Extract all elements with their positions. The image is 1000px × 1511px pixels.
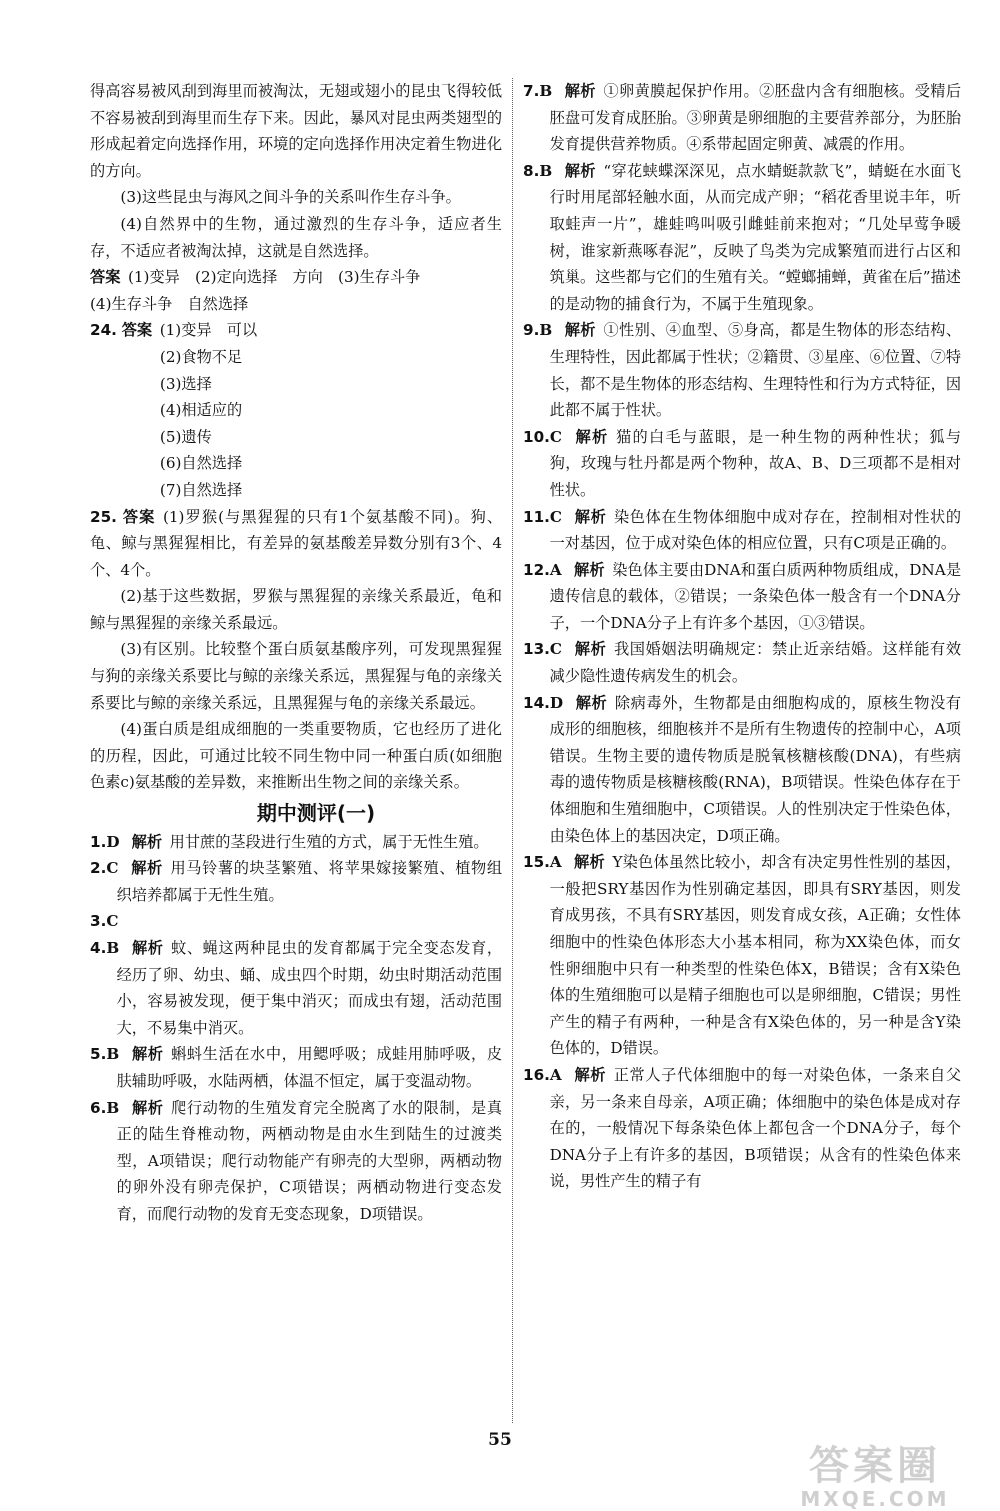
answer-item: (5)遗传: [159, 427, 212, 446]
question-25: [90, 504, 502, 584]
answer-item: (7)自然选择: [159, 480, 243, 499]
analysis-text: ①卵黄膜起保护作用。②胚盘内含有细胞核。受精后胚盘可发育成胚胎。③卵黄是卵细胞的主要营养部分，为胚胎发育提供营养物质。④系带起固定卵黄、减震的作用。: [549, 82, 961, 154]
answer-choice: B: [539, 161, 553, 180]
analysis-text: “穿花蛱蝶深深见，点水蜻蜓款款飞”，蜻蜓在水面飞行时用尾部轻触水面，从而完成产卵；“稻花香里说丰年，听取蛙声一片”，雄蛙鸣叫吸引雌蛙前来抱对；“几处早莺争暖树，谁家新燕啄春泥”，反映了鸟类为完成繁殖而进行占区和筑巢。这些都与它们的生殖有关。“螳螂捕蝉，黄雀在后”描述的是动物的捕食行为，不属于生殖现象。: [549, 161, 962, 313]
answer-item: [523, 424, 961, 504]
left-items-list: [90, 829, 502, 1228]
answer-item: [90, 1095, 502, 1228]
question-number: 7.: [523, 82, 540, 100]
question-number: 8.: [523, 161, 540, 180]
section-title: 期中测评(一): [256, 801, 376, 826]
answer-choice: C: [106, 859, 119, 878]
question-number: 11.: [523, 507, 550, 526]
answer-label: 答案: [122, 507, 156, 526]
question-number: 9.: [523, 321, 540, 340]
answer-item: (2)食物不足: [159, 347, 243, 366]
watermark-logo: [780, 1443, 970, 1511]
analysis-text: 猫的白毛与蓝眼，是一种生物的两种性状；狐与狗，玫瑰与牡丹都是两个物种，故A、B、D三项都不是相对性状。: [549, 427, 962, 499]
question-number: 3.: [90, 912, 107, 931]
answer-choice: C: [549, 507, 562, 526]
answer-item: [523, 504, 961, 557]
analysis-text: ①性别、④血型、⑤身高，都是生物体的形态结构、生理特性，因此都属于性状；②籍贯、③星座、⑥位置、⑦特长，都不是生物体的形态结构、生理特性和行为方式特征，因此都不属于性状。: [549, 321, 961, 420]
analysis-label: 解析: [564, 321, 596, 340]
left-column: [90, 78, 502, 1228]
question-number: 5.: [90, 1045, 107, 1064]
analysis-label: 解析: [574, 507, 607, 526]
right-items-list: [523, 78, 961, 1195]
answer-choice: C: [106, 912, 119, 931]
answer-item: [90, 935, 502, 1041]
answer-item: (4)相适应的: [159, 401, 243, 420]
question-number: 16.: [523, 1065, 550, 1084]
question-number: 4.: [90, 939, 107, 957]
analysis-label: 解析: [564, 161, 596, 180]
answer-item: [523, 1062, 961, 1195]
answer-item: [523, 557, 961, 637]
answer-label: 答案: [90, 268, 121, 287]
question-number: 1.: [90, 832, 107, 851]
analysis-text: 用甘蔗的茎段进行生殖的方式，属于无性生殖。: [169, 832, 489, 851]
answer-text: (1)罗猴(与黑猩猩的只有1个氨基酸不同)。狗、龟、鲸与黑猩猩相比，有差异的氨基酸差异数分别有3个、4个、4个。: [90, 507, 503, 579]
page-number: 55: [488, 1430, 512, 1450]
analysis-label: 解析: [131, 1045, 164, 1064]
analysis-text: Y染色体虽然比较小，却含有决定男性性别的基因，一般把SRY基因作为性别确定基因，即具有SRY基因，则发育成男孩，不具有SRY基因，则发育成女孩，A正确；女性体细胞中的性染色体形态大小基本相同，称为XX染色体，而女性卵细胞中只有一种类型的性染色体X，B错误；含有X染色体的生殖细胞可以是精子细胞也可以是卵细胞，C错误；男性产生的精子有两种，一种是含有X染色体的，另一种是含Y染色体的，D错误。: [549, 853, 962, 1058]
answer-item: [523, 158, 961, 318]
right-column: [523, 78, 961, 1195]
analysis-text: 染色体在生物体细胞中成对存在，控制相对性状的一对基因，位于成对染色体的相应位置，只有C项是正确的。: [549, 507, 961, 553]
analysis-label: 解析: [573, 853, 605, 872]
analysis-label: 解析: [575, 693, 608, 712]
analysis-label: 解析: [564, 82, 596, 100]
analysis-text: 蚊、蝇这两种昆虫的发育都属于完全变态发育，经历了卵、幼虫、蛹、成虫四个时期，幼虫时期活动范围小，容易被发现，便于集中消灭；而成虫有翅，活动范围大，不易集中消灭。: [116, 939, 503, 1037]
answer-item: (6)自然选择: [159, 454, 243, 473]
question-number: 13.: [523, 640, 550, 659]
answer-item: [90, 1041, 502, 1094]
analysis-text: 蝌蚪生活在水中，用鳃呼吸；成蛙用肺呼吸，皮肤辅助呼吸，水陆两栖，体温不恒定，属于变温动物。: [116, 1045, 503, 1090]
paragraph-4: (4)自然界中的生物，通过激烈的生存斗争，适应者生存，不适应者被淘汰掉，这就是自然选择。: [90, 214, 502, 260]
answer-paragraph: (2)基于这些数据，罗猴与黑猩猩的亲缘关系最近，龟和鲸与黑猩猩的亲缘关系最远。: [90, 587, 502, 632]
answer-item: (1)变异 可以: [159, 321, 258, 340]
question-number: 14.: [523, 693, 550, 712]
answer-choice: C: [549, 427, 562, 446]
answer-choice: B: [539, 321, 553, 340]
watermark-url: MXQE.COM: [800, 1487, 950, 1511]
analysis-text: 正常人子代体细胞中的每一对染色体，一条来自父亲，另一条来自母亲，A项正确；体细胞中的染色体是成对存在的，一般情况下每条染色体上都包含一个DNA分子，每个DNA分子上有许多的基因，B项错误；从含有的性染色体来说，男性产生的精子有: [549, 1065, 962, 1191]
paragraph-intro: 得高容易被风刮到海里而被淘汰，无翅或翅小的昆虫飞得较低不容易被刮到海里而生存下来。因此，暴风对昆虫两类翅型的形成起着定向选择作用，环境的定向选择作用决定着生物进化的方向。: [90, 82, 502, 180]
question-number: 25.: [90, 507, 117, 526]
answer-paragraph: (4)蛋白质是组成细胞的一类重要物质，它也经历了进化的历程，因此，可通过比较不同生物中同一种蛋白质(如细胞色素c)氨基酸的差异数，来推断出生物之间的亲缘关系。: [90, 720, 502, 792]
answer-item: [90, 908, 502, 935]
answer-item: [523, 690, 961, 850]
analysis-label: 解析: [574, 640, 607, 659]
question-number: 10.: [523, 427, 550, 446]
answer-choice: A: [549, 853, 562, 872]
answer-choice: D: [106, 832, 120, 851]
question-24: [90, 317, 502, 344]
question-number: 12.: [523, 560, 550, 579]
answer-choice: A: [549, 560, 562, 579]
analysis-text: 除病毒外，生物都是由细胞构成的，原核生物没有成形的细胞核，细胞核并不是所有生物遗传的控制中心，A项错误。生物主要的遗传物质是脱氧核糖核酸(DNA)，有些病毒的遗传物质是核糖核酸(RNA)，B项错误。性染色体存在于体细胞和生殖细胞中，C项错误。人的性别决定于性染色体，由染色体上的基因决定，D项正确。: [549, 693, 962, 845]
answer-item: [523, 317, 961, 423]
answer-item: (3)选择: [159, 374, 212, 393]
answer-item: [523, 636, 961, 689]
answer-choice: C: [549, 640, 562, 659]
analysis-text: 染色体主要由DNA和蛋白质两种物质组成，DNA是遗传信息的载体，②错误；一条染色体一般含有一个DNA分子，一个DNA分子上有许多个基因，①③错误。: [549, 560, 962, 632]
analysis-label: 解析: [573, 1065, 607, 1084]
question-number: 2.: [90, 859, 107, 878]
answer-item: [523, 849, 961, 1062]
answer-choice: B: [106, 1045, 120, 1064]
answer-text-2: (4)生存斗争 自然选择: [90, 294, 249, 313]
question-number: 15.: [523, 853, 550, 872]
analysis-text: 我国婚姻法明确规定：禁止近亲结婚。这样能有效减少隐性遗传病发生的机会。: [549, 640, 961, 686]
question-number: 6.: [90, 1098, 107, 1117]
answer-item: [90, 829, 502, 856]
answer-paragraph: (3)有区别。比较整个蛋白质氨基酸序列，可发现黑猩猩与狗的亲缘关系要比与鲸的亲缘关系远，黑猩猩与龟的亲缘关系要比与鲸的亲缘关系远，且黑猩猩与龟的亲缘关系最远。: [90, 640, 502, 712]
answer-choice: B: [106, 939, 120, 957]
column-divider: [512, 78, 513, 1423]
paragraph-3: (3)这些昆虫与海风之间斗争的关系叫作生存斗争。: [120, 188, 461, 207]
answer-item: [523, 78, 961, 158]
answer-choice: B: [106, 1098, 120, 1117]
answer-choice: A: [549, 1065, 562, 1084]
question-number: 24.: [90, 321, 117, 340]
answer-label: 答案: [121, 321, 153, 340]
analysis-label: 解析: [131, 939, 164, 957]
analysis-label: 解析: [130, 859, 163, 878]
answer-item: [90, 855, 502, 908]
analysis-label: 解析: [131, 832, 163, 851]
analysis-label: 解析: [131, 1098, 164, 1117]
analysis-label: 解析: [574, 427, 609, 446]
analysis-label: 解析: [573, 560, 605, 579]
watermark-logo-text: 答案圈: [809, 1443, 941, 1489]
answer-23: [90, 264, 502, 317]
analysis-text: 用马铃薯的块茎繁殖、将苹果嫁接繁殖、植物组织培养都属于无性生殖。: [116, 859, 503, 904]
answer-choice: B: [539, 82, 553, 100]
answer-text: (1)变异 (2)定向选择 方向 (3)生存斗争: [127, 268, 421, 287]
answer-choice: D: [549, 693, 564, 712]
analysis-text: 爬行动物的生殖发育完全脱离了水的限制，是真正的陆生脊椎动物，两栖动物是由水生到陆生的过渡类型，A项错误；爬行动物能产有卵壳的大型卵，两栖动物的卵外没有卵壳保护，C项错误；两栖动物进行变态发育，而爬行动物的发育无变态现象，D项错误。: [116, 1098, 503, 1223]
